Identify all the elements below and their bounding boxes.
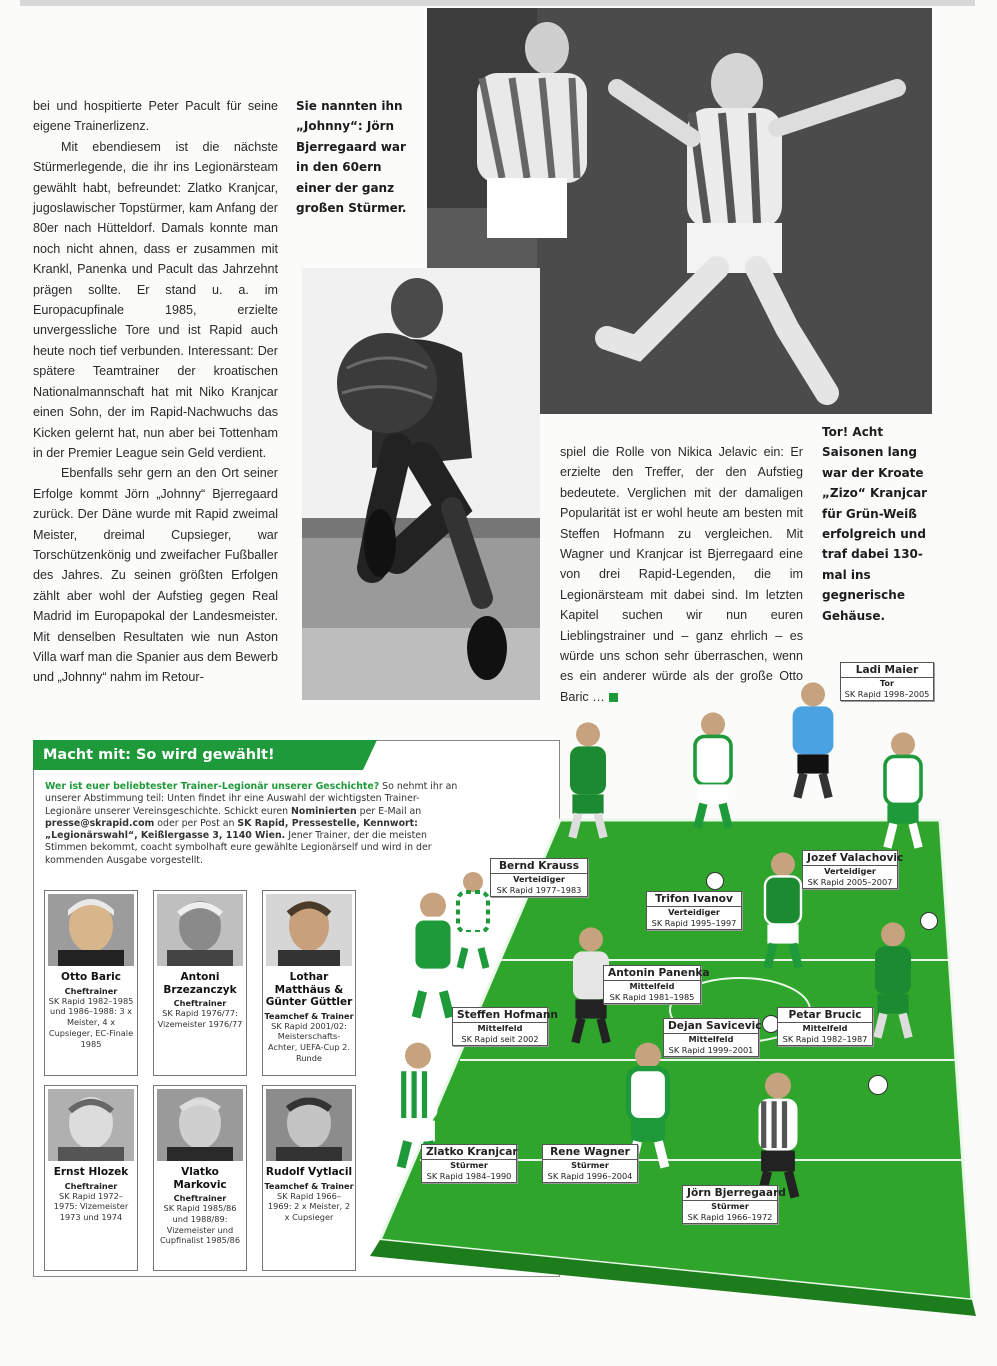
player-years: SK Rapid 1998–2005 — [844, 688, 930, 699]
player-position: Tor — [879, 678, 895, 688]
ball-icon — [920, 912, 938, 930]
player-name: Steffen Hofmann — [453, 1008, 547, 1023]
photo-bjerregaard — [302, 268, 540, 700]
coach-role: Cheftrainer — [64, 1180, 118, 1191]
lineup-tag[interactable] — [421, 1144, 517, 1183]
player-position: Stürmer — [450, 1160, 488, 1170]
player-figure — [865, 920, 920, 1040]
vote-heading: Macht mit: So wird gewählt! — [33, 740, 363, 770]
player-figure — [560, 720, 615, 840]
player-years: SK Rapid 1981–1985 — [609, 991, 695, 1002]
player-years: SK Rapid 1995–1997 — [651, 917, 737, 928]
player-years: SK Rapid 1996–2004 — [547, 1170, 633, 1181]
article-paragraph: Mit ebendiesem ist die nächste Stürmerlegende, die ihr ins Legionärsteam gewählt habt, befreundet: Zlatko Kranjcar, jugoslawischer Topstürmer, kam Anfang der 80er nach Hütteldorf. Damals konnte man noch nicht ahnen, dass er zusammen mit Krankl, Panenka und Pacult das Jahrzehnt prägen sollte. Er stand u. a. im Europacupfinale 1985, erzielte unvergessliche Tore und ist Rapid auch heute noch tief verbunden. Interessant: Der spätere Teamtrainer der kroatischen Nationalmannschaft hat mit Niko Kranjcar einen Sohn, der im Rapid-Nachwuchs das Kicken gelernt hat, nun aber bei Tottenham in der Premier League sein Geld verdient. — [33, 139, 278, 460]
article-text: spiel die Rolle von Nikica Jelavic ein: Er erzielte den Treffer, der den Aufstieg bedeutete. Verglichen mit der damaligen Popularität ist er wohl heute am besten mit Steffen Hofmann zu vergleichen. Mit Wagner und Kranjcar ist Bjerregaard eine von drei Rapid-Legenden, die im Legionärsteam mit dabei sind. Im letzten Kapitel suchen wir nun euren Lieblingstrainer und – ganz ehrlich – es würde uns schon sehr überraschen, wenn es ein anderer würde als der große Otto Baric … — [560, 445, 803, 704]
coach-photo — [157, 1089, 243, 1161]
player-name: Zlatko Kranjcar — [422, 1145, 516, 1160]
player-figure — [748, 1070, 808, 1200]
ball-icon — [868, 1075, 888, 1095]
coach-detail: SK Rapid 1982–1985 und 1986–1988: 3 x Meister, 4 x Cupsieger, EC-Finale 1985 — [48, 995, 134, 1049]
coach-role: Teamchef & Trainer — [264, 1010, 354, 1021]
player-figure — [785, 680, 840, 800]
article-column-2 — [560, 442, 803, 707]
coach-role: Cheftrainer — [173, 1193, 227, 1203]
player-years: SK Rapid 1984–1990 — [426, 1170, 512, 1181]
player-name: Petar Brucic — [778, 1008, 872, 1023]
coach-card[interactable] — [153, 1085, 247, 1271]
coach-name: Vlatko Markovic — [173, 1166, 227, 1191]
player-figure — [403, 890, 463, 1020]
lineup-tag[interactable] — [802, 850, 904, 889]
player-position: Verteidiger — [668, 907, 720, 917]
player-figure — [875, 730, 930, 850]
ball-icon — [706, 872, 724, 890]
vote-email-link[interactable]: presse@skrapid.com — [45, 817, 155, 829]
lineup-tag[interactable] — [663, 1018, 762, 1057]
article-column-1 — [33, 96, 278, 688]
coach-photo — [157, 894, 243, 966]
end-mark-icon — [609, 693, 618, 702]
player-position: Stürmer — [711, 1201, 749, 1211]
lineup-tag[interactable] — [840, 662, 934, 701]
player-name: Dejan Savicevic — [664, 1019, 758, 1034]
vote-text: per E-Mail an — [356, 805, 422, 817]
player-position: Mittelfeld — [629, 981, 675, 991]
player-position: Mittelfeld — [477, 1023, 523, 1033]
vote-text: oder per Post an — [154, 817, 238, 829]
coach-detail: SK Rapid 1966–1969: 2 x Meister, 2 x Cupsieger — [267, 1190, 351, 1223]
lineup-tag[interactable] — [490, 858, 588, 897]
player-name: Trifon Ivanov — [647, 892, 741, 907]
coach-detail: SK Rapid 2001/02: Meisterschafts-Achter, UEFA-Cup 2. Runde — [268, 1020, 350, 1063]
player-years: SK Rapid 2005–2007 — [807, 876, 893, 887]
player-name: Ladi Maier — [841, 663, 933, 678]
player-name: Jozef Valachovic — [803, 851, 897, 866]
coach-detail: SK Rapid 1972–1975: Vizemeister 1973 und 1974 — [53, 1190, 129, 1223]
photo-caption-zizo: Tor! Acht Saisonen lang war der Kroate „Zizo“ Kranjcar für Grün-Weiß erfolgreich und traf dabei 130-mal ins gegnerische Gehäuse. — [822, 425, 928, 623]
coach-name: Rudolf Vytlacil — [265, 1166, 353, 1178]
player-position: Mittelfeld — [802, 1023, 848, 1033]
coach-card[interactable] — [44, 890, 138, 1076]
player-years: SK Rapid 1982–1987 — [782, 1033, 868, 1044]
coach-role: Cheftrainer — [64, 985, 118, 996]
photo-caption-johnny: Sie nannten ihn „Johnny“: Jörn Bjerregaard war in den 60ern einer der ganz großen Stürmer. — [296, 99, 407, 216]
lineup-tag[interactable] — [682, 1185, 786, 1224]
player-name: Jörn Bjerregaard — [683, 1186, 777, 1201]
coach-name: Otto Baric — [61, 971, 121, 983]
article-paragraph: bei und hospitierte Peter Pacult für seine eigene Trainerlizenz. — [33, 99, 278, 134]
vote-text: Jener Trainer, der die meisten Stimmen bekommt, coacht symbolhaft eure gewählte Legionärself und wird in der kommenden Ausgabe vorgestellt. — [45, 830, 432, 866]
lineup-tag[interactable] — [452, 1007, 558, 1046]
vote-text: So nehmt ihr an unserer Abstimmung teil: Unten findet ihr eine Auswahl der wichtigsten Trainer-Legionäre unserer Vereinsgeschichte. Schickt euren — [45, 781, 458, 817]
coach-detail: SK Rapid 1985/86 und 1988/89: Vizemeister und Cupfinalist 1985/86 — [159, 1203, 241, 1246]
coach-role: Teamchef & Trainer — [264, 1180, 354, 1191]
player-name: Bernd Krauss — [491, 859, 587, 874]
coach-card[interactable] — [153, 890, 247, 1076]
coach-photo — [48, 894, 134, 966]
player-position: Verteidiger — [824, 866, 876, 876]
vote-question: Wer ist euer beliebtester Trainer-Legionär unserer Geschichte? — [45, 781, 380, 792]
coach-card[interactable] — [44, 1085, 138, 1271]
top-edge — [20, 0, 975, 6]
player-figure — [685, 710, 740, 830]
player-years: SK Rapid 1977–1983 — [496, 884, 582, 895]
player-position: Mittelfeld — [688, 1034, 734, 1044]
vote-address: SK Rapid, Pressestelle, Kennwort: „Legionärswahl“, Keißlergasse 3, 1140 Wien. — [45, 817, 418, 842]
coach-photo — [48, 1089, 134, 1161]
lineup-tag[interactable] — [603, 965, 710, 1004]
coach-name: Antoni Brzezanczyk — [163, 971, 237, 996]
coach-name: Ernst Hlozek — [53, 1166, 129, 1178]
coach-name: Lothar Matthäus & Günter Güttler — [265, 971, 353, 1008]
article-paragraph — [560, 442, 803, 707]
lineup-tag[interactable] — [542, 1144, 638, 1183]
player-years: SK Rapid 1999–2001 — [668, 1044, 754, 1055]
vote-nominee-word: Nominierten — [291, 805, 357, 817]
player-name: Rene Wagner — [543, 1145, 637, 1160]
lineup-tag[interactable] — [646, 891, 742, 930]
article-paragraph: Ebenfalls sehr gern an den Ort seiner Erfolge kommt Jörn „Johnny“ Bjerregaard zurück. Der Däne wurde mit Rapid zweimal Meister, dreimal Cupsieger, war Torschützenkönig und zweifacher Fußballer des Jahres. Zu seinen größten Erfolgen zählt aber wohl der Aufstieg gegen Real Madrid im Europapokal der Landesmeister. Mit denselben Resultaten wie nun Aston Villa warf man die Spanier aus dem Bewerb und „Johnny“ nahm im Retour- — [33, 466, 278, 685]
player-years: SK Rapid seit 2002 — [461, 1033, 539, 1044]
lineup-tag[interactable] — [777, 1007, 873, 1046]
player-position: Verteidiger — [513, 874, 565, 884]
coach-detail: SK Rapid 1976/77: Vizemeister 1976/77 — [157, 1008, 243, 1029]
player-name: Antonin Panenka — [604, 966, 700, 981]
player-position: Stürmer — [571, 1160, 609, 1170]
coach-role: Cheftrainer — [173, 998, 227, 1008]
player-years: SK Rapid 1966–1972 — [687, 1211, 773, 1222]
